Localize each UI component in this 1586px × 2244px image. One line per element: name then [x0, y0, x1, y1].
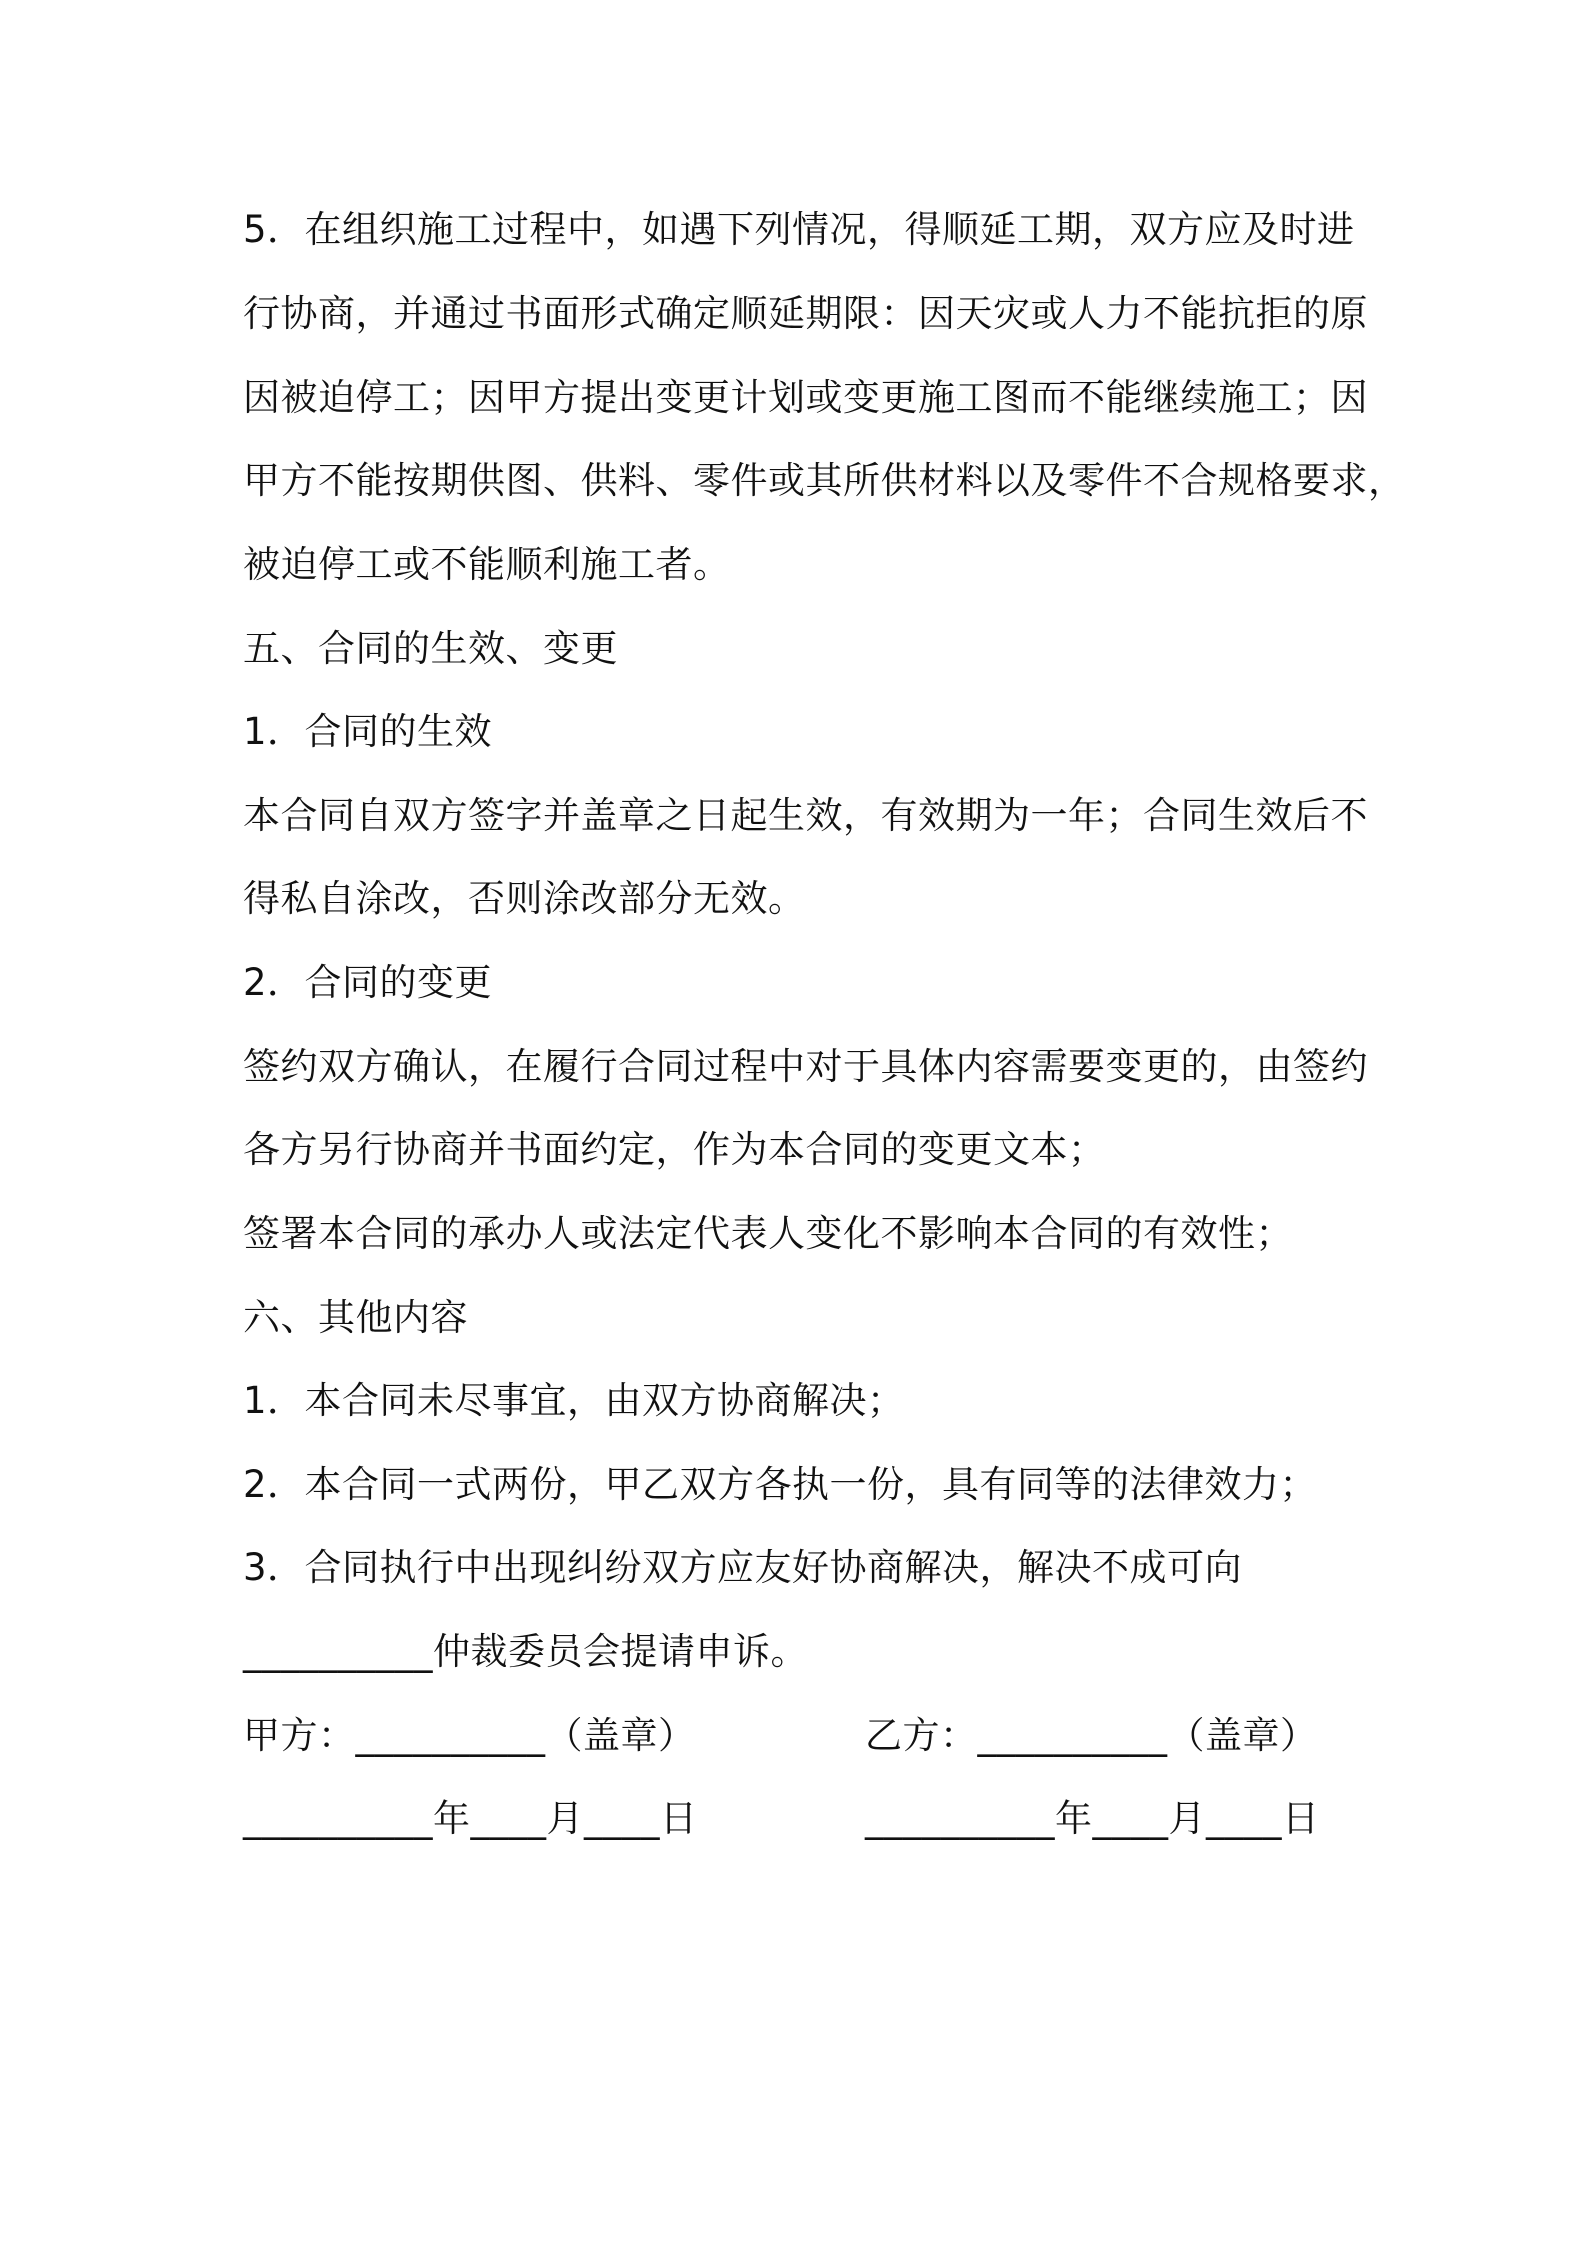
paragraph-5-line-5: 被迫停工或不能顺利施工者。 — [243, 543, 731, 586]
clause-1-heading: 1．合同的生效 — [243, 710, 493, 753]
section-6-item-2: 2．本合同一式两份，甲乙双方各执一份，具有同等的法律效力； — [243, 1463, 1318, 1506]
party-a-signature: 甲方：__________（盖章） — [243, 1714, 696, 1757]
clause-2-line-2: 各方另行协商并书面约定，作为本合同的变更文本； — [243, 1128, 1106, 1171]
section-6-item-3: 3．合同执行中出现纠纷双方应友好协商解决，解决不成可向 — [243, 1546, 1243, 1589]
party-b-signature: 乙方：__________（盖章） — [865, 1714, 1318, 1757]
paragraph-5-line-1: 5．在组织施工过程中，如遇下列情况，得顺延工期，双方应及时进 — [243, 208, 1355, 251]
clause-2-line-1: 签约双方确认，在履行合同过程中对于具体内容需要变更的，由签约 — [243, 1045, 1368, 1088]
clause-1-line-1: 本合同自双方签字并盖章之日起生效，有效期为一年；合同生效后不 — [243, 794, 1368, 837]
party-b-date: __________年____月____日 — [865, 1797, 1320, 1840]
section-5-heading: 五、合同的生效、变更 — [243, 627, 618, 670]
paragraph-5-line-4: 甲方不能按期供图、供料、零件或其所供材料以及零件不合规格要求， — [243, 459, 1406, 502]
section-6-heading: 六、其他内容 — [243, 1296, 468, 1339]
clause-2-line-3: 签署本合同的承办人或法定代表人变化不影响本合同的有效性； — [243, 1212, 1293, 1255]
document-page — [243, 0, 1406, 2244]
paragraph-5-line-2: 行协商，并通过书面形式确定顺延期限：因天灾或人力不能抗拒的原 — [243, 292, 1368, 335]
section-6-item-1: 1．本合同未尽事宜，由双方协商解决； — [243, 1379, 905, 1422]
party-a-date: __________年____月____日 — [243, 1797, 698, 1840]
clause-1-line-2: 得私自涂改，否则涂改部分无效。 — [243, 877, 806, 920]
clause-2-heading: 2．合同的变更 — [243, 961, 493, 1004]
section-6-item-3-cont: __________仲裁委员会提请申诉。 — [243, 1630, 808, 1673]
paragraph-5-line-3: 因被迫停工；因甲方提出变更计划或变更施工图而不能继续施工；因 — [243, 376, 1368, 419]
